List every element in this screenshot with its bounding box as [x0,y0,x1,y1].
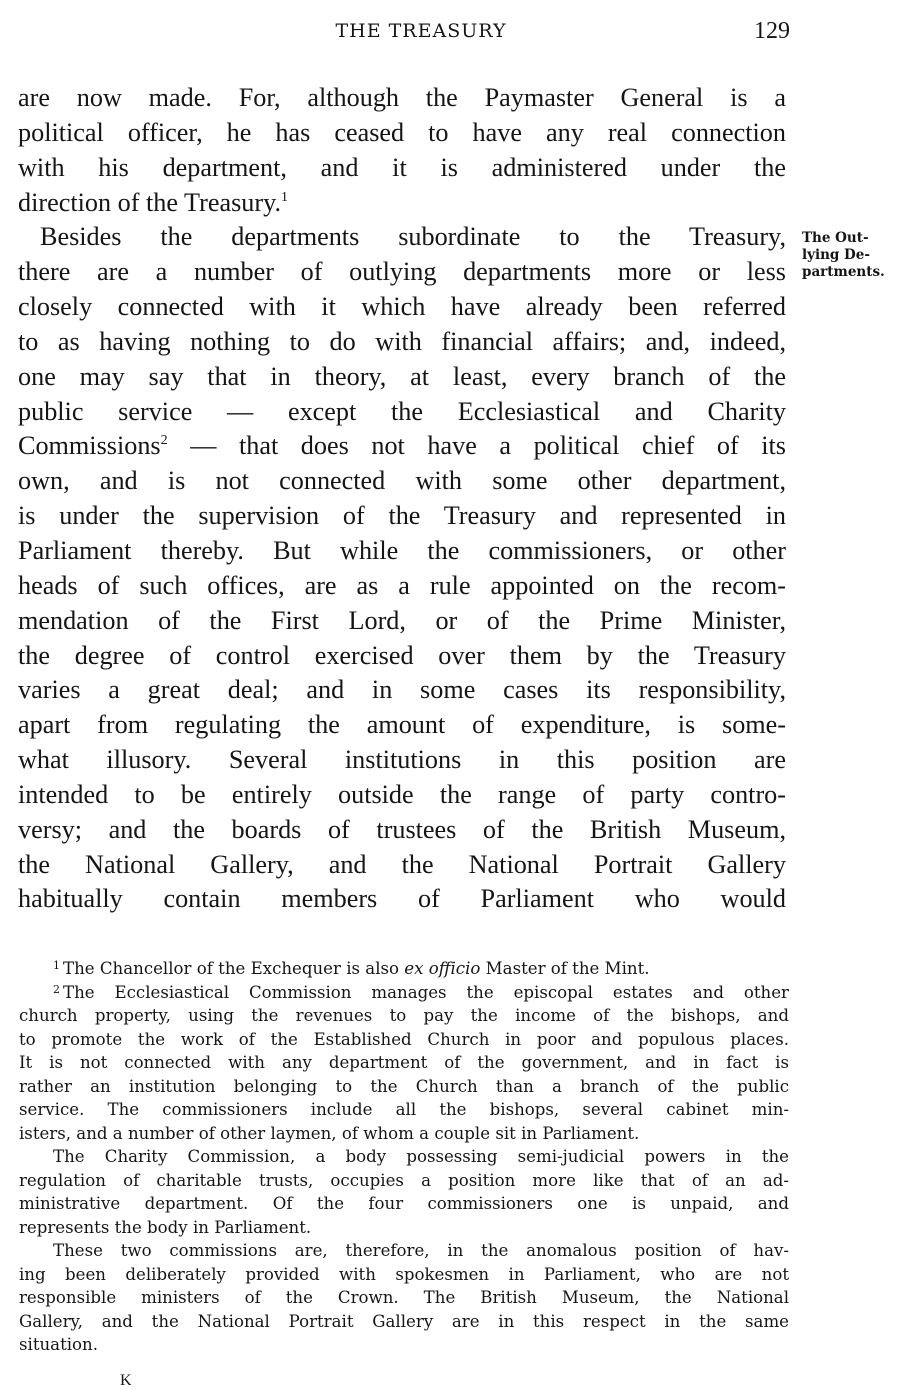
body-line: the degree of control exercised over them by the Treasury [18,640,786,670]
footnote-2-mark: 2 [53,982,60,996]
body-line: are now made. For, although the Paymaster General is a [18,83,786,112]
body-line: to as having nothing to do with financial affairs; and, indeed, [18,326,786,356]
footnote-4-line: These two commissions are, therefore, in the anomalous position of hav- [53,1241,789,1260]
body-line [18,186,786,221]
body-line: versy; and the boards of trustees of the British Museum, [18,814,786,844]
margin-note-line: lying De- [802,247,870,263]
margin-note-line: The Out- [802,230,869,246]
body-line: there are a number of outlying departments more or less [18,257,786,287]
margin-note-line: partments. [802,264,885,280]
footnote-1-text-end: Master of the Mint. [480,959,650,978]
footnote-2-line: It is not connected with any department of the government, and in fact is [19,1053,789,1072]
body-line: habitually contain members of Parliament who would [18,884,786,914]
body-line: mendation of the First Lord, or of the Prime Minister, [18,605,786,635]
body-line: apart from regulating the amount of expenditure, is some- [18,710,786,740]
footnote-2-line: service. The commissioners include all the bishops, several cabinet min- [19,1100,789,1119]
footnote-2-line [19,981,789,1005]
footnote-ref-1: 1 [281,189,289,205]
body-line [18,429,786,464]
signature-mark: K [120,1372,132,1389]
body-line: what illusory. Several institutions in this position are [18,745,786,775]
footnote-3-line: regulation of charitable trusts, occupies a position more like that of an ad- [19,1170,789,1190]
footnote-2-line: church property, using the revenues to pay the income of the bishops, and [19,1006,789,1025]
body-line: is under the supervision of the Treasury and represented in [18,501,786,531]
footnote-2-line: rather an institution belonging to the Church than a branch of the public [19,1076,789,1096]
body-line-text: direction of the Treasury. [18,187,282,217]
body-line: varies a great deal; and in some cases its responsibility, [18,675,786,705]
footnote-4-line: responsible ministers of the Crown. The British Museum, the National [19,1288,789,1307]
body-line: the National Gallery, and the National Portrait Gallery [18,849,786,879]
footnote-1 [19,957,789,981]
footnote-2-line: to promote the work of the Established Church in poor and populous places. [19,1029,789,1049]
footnote-3-line: The Charity Commission, a body possessing semi-judicial powers in the [53,1147,789,1166]
running-header: THE TREASURY [335,20,507,42]
body-line-text: Commissions [18,431,161,461]
body-line-text: — that does not have a political chief of its [167,431,786,461]
footnote-1-italic: ex officio [404,959,481,978]
footnote-2-line: isters, and a number of other laymen, of whom a couple sit in Parliament. [19,1123,640,1143]
body-line: public service — except the Ecclesiastical and Charity [18,396,786,426]
body-line: intended to be entirely outside the range of party contro- [18,779,786,809]
footnote-4-line: ing been deliberately provided with spokesmen in Parliament, who are not [19,1264,789,1284]
body-line: own, and is not connected with some other department, [18,466,786,496]
body-line: political officer, he has ceased to have any real connection [18,117,786,147]
footnote-3-line: represents the body in Parliament. [19,1217,312,1237]
footnote-4-line: situation. [19,1335,98,1354]
footnote-1-text: The Chancellor of the Exchequer is also [63,959,405,978]
body-line: closely connected with it which have already been referred [18,292,786,322]
footnotes [19,957,789,1357]
footnote-2-text: The Ecclesiastical Commission manages the episcopal estates and other [63,982,789,1002]
margin-note [802,230,914,281]
footnote-3-line: ministrative department. Of the four commissioners one is unpaid, and [19,1194,789,1213]
body-line: Besides the departments subordinate to the Treasury, [40,222,786,252]
body-line: heads of such offices, are as a rule appointed on the recom- [18,570,786,600]
footnote-ref-2: 2 [160,433,168,449]
body-line: with his department, and it is administered under the [18,152,786,182]
body-line: Parliament thereby. But while the commissioners, or other [18,535,786,565]
footnote-1-mark: 1 [53,959,60,972]
footnote-4-line: Gallery, and the National Portrait Gallery are in this respect in the same [19,1311,789,1331]
main-text [18,81,786,917]
page-number: 129 [754,18,790,44]
body-line: one may say that in theory, at least, every branch of the [18,361,786,391]
